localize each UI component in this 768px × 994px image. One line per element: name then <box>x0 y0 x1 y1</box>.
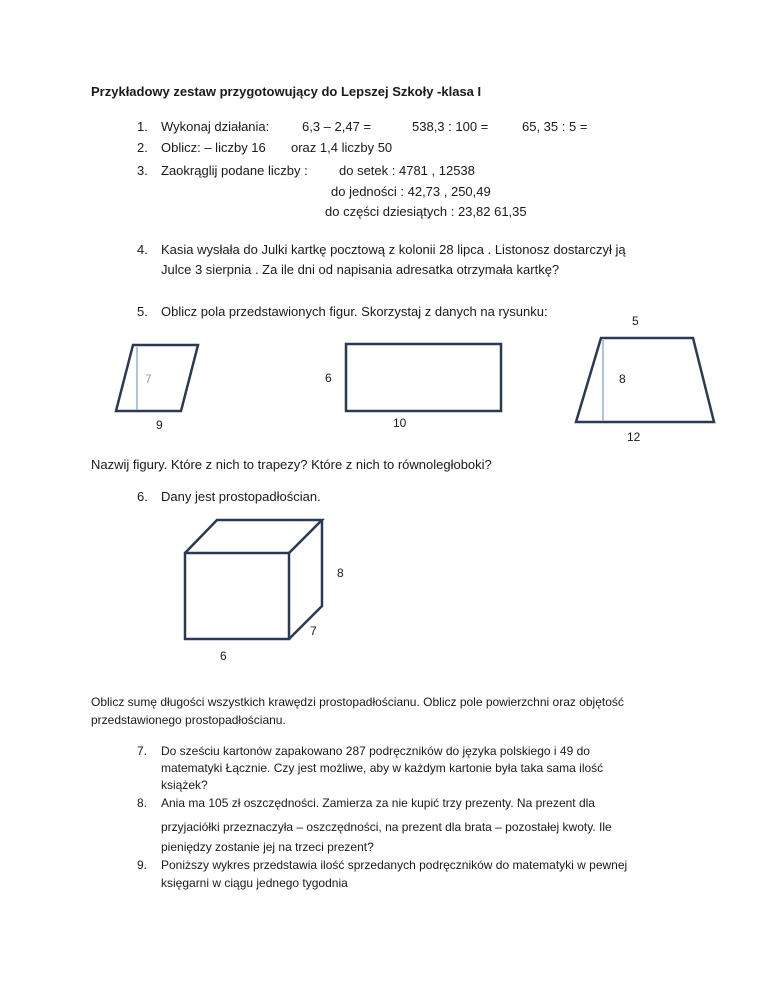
question-4-number: 4. <box>137 242 148 257</box>
question-8-number: 8. <box>137 796 148 810</box>
parallelogram-height-label: 7 <box>145 372 152 386</box>
question-1-expression-2: 538,3 : 100 = <box>412 119 489 134</box>
question-7-number: 7. <box>137 744 148 758</box>
question-3-label: Zaokrąglij podane liczby : <box>161 163 308 178</box>
question-4-line-2: Julce 3 sierpnia . Za ile dni od napisania adresatka otrzymała kartkę? <box>161 262 560 277</box>
cuboid-top-face <box>185 520 322 553</box>
cuboid-front-face <box>185 553 289 639</box>
rectangle-shape <box>346 344 501 411</box>
question-7-line-3: książek? <box>161 778 208 792</box>
question-1-expression-3: 65, 35 : 5 = <box>522 119 588 134</box>
question-1-expression-1: 6,3 – 2,47 = <box>302 119 372 134</box>
question-1-number: 1. <box>137 119 148 134</box>
trapezoid-height-label: 8 <box>619 372 626 386</box>
question-9-line-1: Poniższy wykres przedstawia ilość sprzedanych podręczników do matematyki w pewnej <box>161 858 628 872</box>
question-6-number: 6. <box>137 489 148 504</box>
cuboid-height-label: 8 <box>337 566 344 580</box>
name-figures-text: Nazwij figury. Które z nich to trapezy? Które z nich to równoległoboki? <box>91 457 492 472</box>
parallelogram-shape <box>116 345 198 411</box>
question-2-part-2: oraz 1,4 liczby 50 <box>291 140 393 155</box>
question-8-line-1: Ania ma 105 zł oszczędności. Zamierza za nie kupić trzy prezenty. Na prezent dla <box>161 796 595 810</box>
question-5-number: 5. <box>137 304 148 319</box>
trapezoid-top-label: 5 <box>632 314 639 328</box>
question-8-line-3: pieniędzy zostanie jej na trzeci prezent? <box>161 840 374 854</box>
question-2-label: Oblicz: – liczby 16 <box>161 140 266 155</box>
question-3-line-1: do setek : 4781 , 12538 <box>339 163 475 178</box>
rectangle-base-label: 10 <box>393 416 407 430</box>
page-title: Przykładowy zestaw przygotowujący do Lepszej Szkoły -klasa I <box>91 84 482 99</box>
question-3-line-2: do jedności : 42,73 , 250,49 <box>331 184 491 199</box>
question-3-number: 3. <box>137 163 148 178</box>
question-9-line-2: księgarni w ciągu jednego tygodnia <box>161 876 348 890</box>
question-5-text: Oblicz pola przedstawionych figur. Skorzystaj z danych na rysunku: <box>161 304 548 319</box>
parallelogram-base-label: 9 <box>156 418 163 432</box>
question-7-line-1: Do sześciu kartonów zapakowano 287 podręczników do języka polskiego i 49 do <box>161 744 590 758</box>
cuboid-width-label: 6 <box>220 649 227 663</box>
question-3-line-3: do części dziesiątych : 23,82 61,35 <box>325 204 527 219</box>
cuboid-depth-label: 7 <box>310 624 317 638</box>
question-9-number: 9. <box>137 858 148 872</box>
question-8-line-2: przyjaciółki przeznaczyła – oszczędności, na prezent dla brata – pozostałej kwoty. Ile <box>161 820 612 834</box>
question-6-text: Dany jest prostopadłościan. <box>161 489 321 504</box>
cuboid-task-line-2: przedstawionego prostopadłościanu. <box>91 713 286 727</box>
question-1-label: Wykonaj działania: <box>161 119 270 134</box>
cuboid-task-line-1: Oblicz sumę długości wszystkich krawędzi prostopadłościanu. Oblicz pole powierzchni oraz objętość <box>91 695 624 709</box>
rectangle-side-label: 6 <box>325 371 332 385</box>
question-4-line-1: Kasia wysłała do Julki kartkę pocztową z kolonii 28 lipca . Listonosz dostarczył ją <box>161 242 626 257</box>
question-7-line-2: matematyki Łącznie. Czy jest możliwe, aby w każdym kartonie była taka sama ilość <box>161 761 604 775</box>
trapezoid-bottom-label: 12 <box>627 430 641 444</box>
question-2-number: 2. <box>137 140 148 155</box>
trapezoid-shape <box>576 338 714 422</box>
